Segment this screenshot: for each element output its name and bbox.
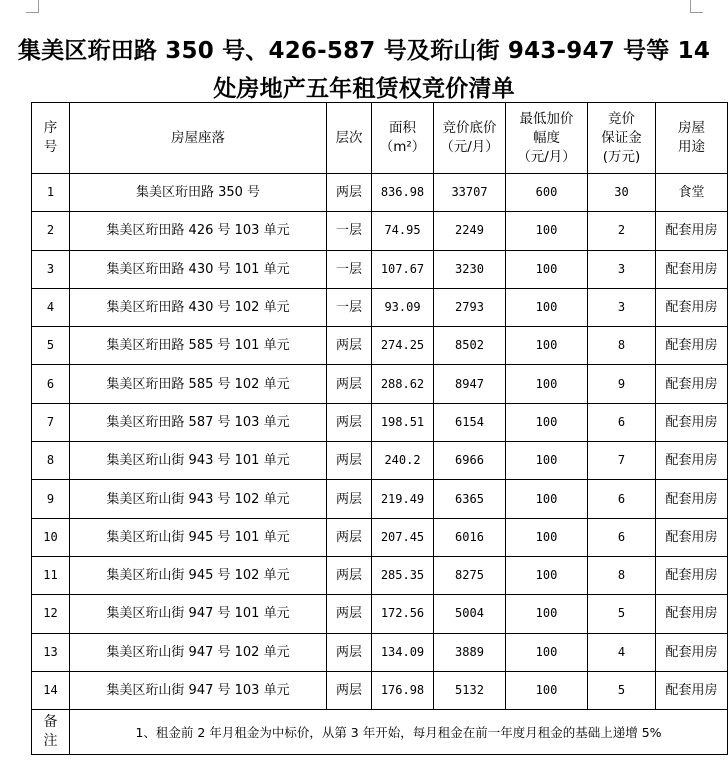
cell-usage: 配套用房 [656,671,728,709]
cell-floor: 两层 [327,365,372,403]
cell-floor: 两层 [327,518,372,556]
cell-floor: 两层 [327,633,372,671]
cell-seq: 7 [32,403,70,441]
header-area: 面积 （m²） [372,103,434,174]
cell-area: 198.51 [372,403,434,441]
cell-location: 集美区珩山街 945 号 101 单元 [70,518,327,556]
cell-deposit: 7 [588,442,656,480]
cell-area: 207.45 [372,518,434,556]
header-seq: 序 号 [32,103,70,174]
cell-increment: 100 [506,518,588,556]
cell-increment: 100 [506,556,588,594]
table-row [32,365,728,403]
cell-seq: 14 [32,671,70,709]
note-row [32,710,728,755]
cell-seq: 11 [32,556,70,594]
cell-floor: 一层 [327,250,372,288]
cell-area: 274.25 [372,327,434,365]
cell-seq: 3 [32,250,70,288]
cell-area: 74.95 [372,212,434,250]
cell-location: 集美区珩田路 585 号 102 单元 [70,365,327,403]
cell-seq: 8 [32,442,70,480]
table-row [32,288,728,326]
cell-usage: 配套用房 [656,633,728,671]
cell-increment: 100 [506,442,588,480]
table-row [32,633,728,671]
table-header-row [32,103,728,174]
header-deposit: 竞价 保证金 (万元) [588,103,656,174]
cell-area: 93.09 [372,288,434,326]
table-row [32,556,728,594]
cell-base-price: 8947 [434,365,506,403]
table-row [32,671,728,709]
cell-base-price: 6365 [434,480,506,518]
cell-seq: 13 [32,633,70,671]
cell-area: 134.09 [372,633,434,671]
cell-location: 集美区珩山街 947 号 102 单元 [70,633,327,671]
cell-base-price: 2249 [434,212,506,250]
cell-area: 836.98 [372,174,434,212]
header-base-price: 竞价底价 （元/月） [434,103,506,174]
cell-area: 172.56 [372,595,434,633]
cell-location: 集美区珩山街 945 号 102 单元 [70,556,327,594]
cell-usage: 配套用房 [656,480,728,518]
table-row [32,327,728,365]
cell-usage: 食堂 [656,174,728,212]
document-title-line-2: 处房地产五年租赁权竞价清单 [213,76,515,102]
cell-floor: 两层 [327,327,372,365]
cell-base-price: 2793 [434,288,506,326]
cell-floor: 两层 [327,403,372,441]
header-location: 房屋座落 [70,103,327,174]
cell-deposit: 8 [588,556,656,594]
cell-increment: 100 [506,671,588,709]
cell-location: 集美区珩山街 947 号 101 单元 [70,595,327,633]
page-corner-mark-right [690,0,703,13]
cell-increment: 100 [506,633,588,671]
cell-deposit: 6 [588,518,656,556]
cell-increment: 100 [506,212,588,250]
cell-increment: 100 [506,403,588,441]
cell-location: 集美区珩田路 585 号 101 单元 [70,327,327,365]
table-row [32,250,728,288]
cell-base-price: 6016 [434,518,506,556]
note-text: 1、租金前 2 年月租金为中标价，从第 3 年开始，每月租金在前一年度月租金的基础上递增 5% [70,710,728,755]
cell-increment: 100 [506,595,588,633]
cell-area: 285.35 [372,556,434,594]
cell-area: 176.98 [372,671,434,709]
cell-area: 240.2 [372,442,434,480]
cell-usage: 配套用房 [656,365,728,403]
cell-usage: 配套用房 [656,556,728,594]
cell-seq: 10 [32,518,70,556]
cell-area: 107.67 [372,250,434,288]
cell-area: 288.62 [372,365,434,403]
cell-deposit: 6 [588,403,656,441]
cell-base-price: 6154 [434,403,506,441]
cell-base-price: 8275 [434,556,506,594]
cell-increment: 600 [506,174,588,212]
cell-floor: 一层 [327,212,372,250]
cell-floor: 两层 [327,442,372,480]
cell-deposit: 30 [588,174,656,212]
header-floor: 层次 [327,103,372,174]
cell-location: 集美区珩田路 430 号 102 单元 [70,288,327,326]
note-label: 备 注 [32,710,70,755]
table-row [32,595,728,633]
cell-location: 集美区珩田路 350 号 [70,174,327,212]
table-row [32,174,728,212]
cell-deposit: 5 [588,671,656,709]
cell-base-price: 8502 [434,327,506,365]
cell-seq: 4 [32,288,70,326]
table-row [32,442,728,480]
cell-floor: 一层 [327,288,372,326]
cell-floor: 两层 [327,480,372,518]
cell-seq: 12 [32,595,70,633]
cell-increment: 100 [506,480,588,518]
cell-location: 集美区珩山街 943 号 102 单元 [70,480,327,518]
cell-increment: 100 [506,288,588,326]
header-increment: 最低加价 幅度 （元/月） [506,103,588,174]
table-row [32,480,728,518]
cell-deposit: 6 [588,480,656,518]
cell-usage: 配套用房 [656,327,728,365]
cell-usage: 配套用房 [656,250,728,288]
cell-deposit: 3 [588,250,656,288]
cell-seq: 9 [32,480,70,518]
cell-floor: 两层 [327,556,372,594]
cell-area: 219.49 [372,480,434,518]
cell-base-price: 5132 [434,671,506,709]
cell-deposit: 4 [588,633,656,671]
cell-floor: 两层 [327,595,372,633]
cell-seq: 1 [32,174,70,212]
cell-deposit: 8 [588,327,656,365]
table-row [32,212,728,250]
cell-seq: 2 [32,212,70,250]
cell-usage: 配套用房 [656,518,728,556]
cell-usage: 配套用房 [656,288,728,326]
table-row [32,403,728,441]
cell-base-price: 6966 [434,442,506,480]
cell-increment: 100 [506,327,588,365]
cell-deposit: 2 [588,212,656,250]
cell-deposit: 9 [588,365,656,403]
cell-usage: 配套用房 [656,595,728,633]
cell-usage: 配套用房 [656,212,728,250]
cell-floor: 两层 [327,174,372,212]
cell-location: 集美区珩山街 943 号 101 单元 [70,442,327,480]
cell-location: 集美区珩田路 426 号 103 单元 [70,212,327,250]
cell-increment: 100 [506,365,588,403]
cell-base-price: 33707 [434,174,506,212]
table-row [32,518,728,556]
cell-location: 集美区珩田路 430 号 101 单元 [70,250,327,288]
cell-base-price: 5004 [434,595,506,633]
rental-bid-table [31,102,728,755]
cell-usage: 配套用房 [656,403,728,441]
cell-location: 集美区珩田路 587 号 103 单元 [70,403,327,441]
cell-increment: 100 [506,250,588,288]
cell-deposit: 3 [588,288,656,326]
cell-seq: 5 [32,327,70,365]
cell-base-price: 3230 [434,250,506,288]
cell-deposit: 5 [588,595,656,633]
header-usage: 房屋 用途 [656,103,728,174]
cell-seq: 6 [32,365,70,403]
cell-usage: 配套用房 [656,442,728,480]
cell-base-price: 3889 [434,633,506,671]
cell-floor: 两层 [327,671,372,709]
document-title-line-1: 集美区珩田路 350 号、426-587 号及珩山街 943-947 号等 14 [17,38,711,64]
page-corner-mark-left [26,0,39,13]
cell-location: 集美区珩山街 947 号 103 单元 [70,671,327,709]
